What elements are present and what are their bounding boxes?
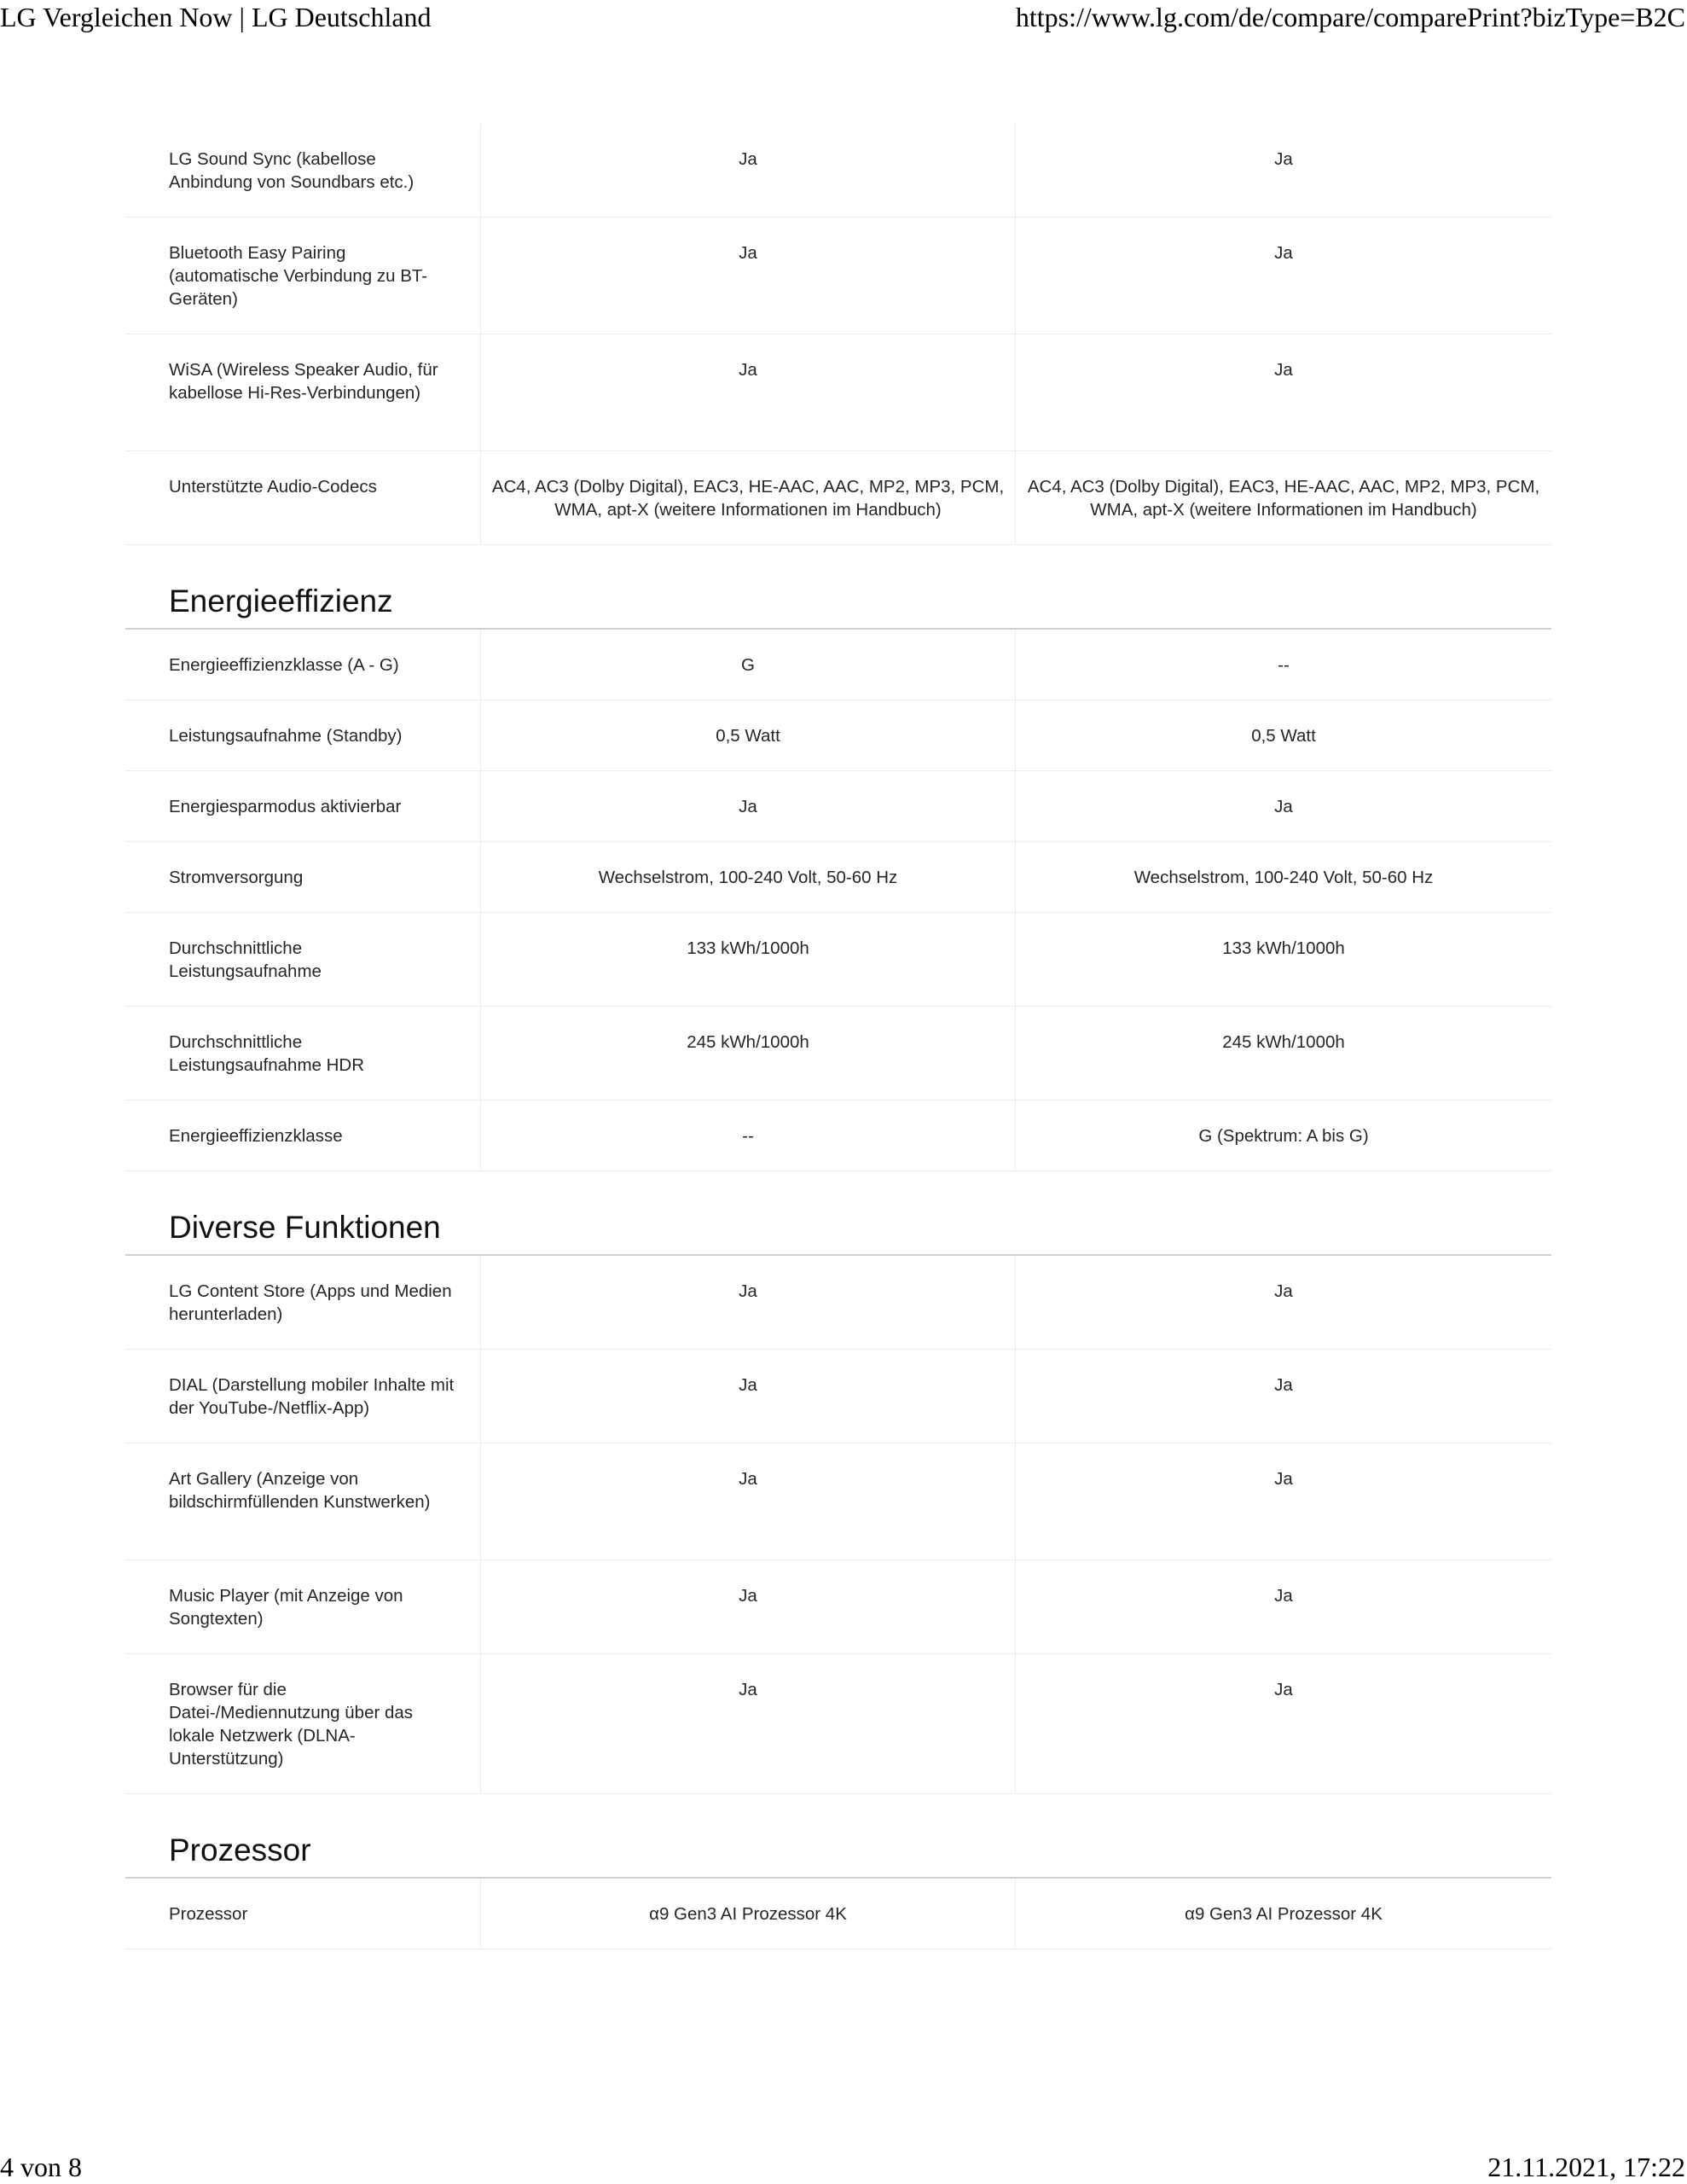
product-1-value: Ja [481, 771, 1016, 841]
table-row [125, 842, 1551, 913]
energy-section [125, 575, 1551, 1171]
product-2-value: -- [1278, 655, 1290, 675]
product-2-value: Ja [1274, 1586, 1293, 1606]
table-row [125, 1101, 1551, 1171]
processor-section [125, 1824, 1551, 1949]
row-label: Browser für die Datei-/Mediennutzung über das lokale Netzwerk (DLNA-Unterstützung) [125, 1654, 481, 1793]
page-url[interactable]: https://www.lg.com/de/compare/comparePrint?bizType=B2C [1015, 2, 1685, 32]
table-row [125, 334, 1551, 451]
row-label: LG Content Store (Apps und Medien herunterladen) [125, 1256, 481, 1349]
product-2-value: α9 Gen3 AI Prozessor 4K [1185, 1904, 1383, 1924]
product-2-value: 245 kWh/1000h [1222, 1032, 1345, 1052]
product-2-value: Ja [1274, 360, 1293, 380]
product-1-value: Ja [481, 1256, 1016, 1349]
table-row [125, 218, 1551, 334]
product-1-value: AC4, AC3 (Dolby Digital), EAC3, HE-AAC, AAC, MP2, MP3, PCM, WMA, apt-X (weitere Informationen im Handbuch) [481, 451, 1016, 544]
product-2-value: 133 kWh/1000h [1222, 938, 1345, 958]
product-2-value: G (Spektrum: A bis G) [1198, 1126, 1369, 1146]
table-row [125, 1879, 1551, 1949]
product-2-value: 0,5 Watt [1251, 726, 1316, 746]
product-2-value: Ja [1274, 1375, 1293, 1395]
product-1-value: -- [481, 1101, 1016, 1170]
section-title: Energieeffizienz [125, 575, 1551, 630]
table-row [125, 771, 1551, 842]
table-row [125, 1560, 1551, 1654]
product-1-value: Ja [481, 218, 1016, 334]
table-row [125, 124, 1551, 218]
table-row [125, 1256, 1551, 1350]
row-label: DIAL (Darstellung mobiler Inhalte mit der YouTube-/Netflix-App) [125, 1350, 481, 1443]
product-1-value: Wechselstrom, 100-240 Volt, 50-60 Hz [481, 842, 1016, 912]
row-label: Stromversorgung [125, 842, 481, 912]
product-1-value: Ja [481, 124, 1016, 217]
row-label: Durchschnittliche Leistungsaufnahme HDR [125, 1007, 481, 1100]
product-1-value: 133 kWh/1000h [481, 913, 1016, 1006]
table-row [125, 700, 1551, 771]
product-1-value: 245 kWh/1000h [481, 1007, 1016, 1100]
product-1-value: G [481, 630, 1016, 700]
table-row [125, 1350, 1551, 1443]
table-row [125, 451, 1551, 545]
product-1-value: Ja [481, 334, 1016, 450]
product-1-value: 0,5 Watt [481, 700, 1016, 770]
row-label: Unterstützte Audio-Codecs [125, 451, 481, 544]
product-2-value: AC4, AC3 (Dolby Digital), EAC3, HE-AAC, AAC, MP2, MP3, PCM, WMA, apt-X (weitere Informationen im Handbuch) [1027, 477, 1540, 520]
row-label: Energieeffizienzklasse (A - G) [125, 630, 481, 700]
row-label: Energiesparmodus aktivierbar [125, 771, 481, 841]
product-1-value: α9 Gen3 AI Prozessor 4K [481, 1879, 1016, 1949]
row-label: Leistungsaufnahme (Standby) [125, 700, 481, 770]
product-1-value: Ja [481, 1350, 1016, 1443]
row-label: Art Gallery (Anzeige von bildschirmfüllenden Kunstwerken) [125, 1443, 481, 1560]
compare-table [125, 124, 1551, 1949]
table-row [125, 1654, 1551, 1794]
row-label: Music Player (mit Anzeige von Songtexten) [125, 1560, 481, 1653]
section-title: Diverse Funktionen [125, 1201, 1551, 1256]
product-2-value: Ja [1274, 243, 1293, 263]
page-title: LG Vergleichen Now | LG Deutschland [0, 2, 432, 32]
audio-section [125, 124, 1551, 545]
row-label: Prozessor [125, 1879, 481, 1949]
product-1-value: Ja [481, 1560, 1016, 1653]
product-2-value: Ja [1274, 1680, 1293, 1699]
page-number: 4 von 8 [0, 2152, 82, 2182]
product-1-value: Ja [481, 1654, 1016, 1793]
product-2-value: Wechselstrom, 100-240 Volt, 50-60 Hz [1133, 868, 1434, 887]
table-row [125, 1007, 1551, 1101]
row-label: Bluetooth Easy Pairing (automatische Verbindung zu BT-Geräten) [125, 218, 481, 334]
product-1-value: Ja [481, 1443, 1016, 1560]
table-row [125, 630, 1551, 700]
product-2-value: Ja [1274, 149, 1293, 169]
product-2-value: Ja [1274, 797, 1293, 816]
section-title: Prozessor [125, 1824, 1551, 1879]
row-label: WiSA (Wireless Speaker Audio, für kabellose Hi-Res-Verbindungen) [125, 334, 481, 450]
table-row [125, 913, 1551, 1007]
row-label: Energieeffizienzklasse [125, 1101, 481, 1170]
table-row [125, 1443, 1551, 1560]
product-2-value: Ja [1274, 1469, 1293, 1489]
print-datetime: 21.11.2021, 17:22 [1487, 2152, 1685, 2182]
misc-section [125, 1201, 1551, 1794]
product-2-value: Ja [1274, 1281, 1293, 1301]
row-label: LG Sound Sync (kabellose Anbindung von Soundbars etc.) [125, 124, 481, 217]
row-label: Durchschnittliche Leistungsaufnahme [125, 913, 481, 1006]
